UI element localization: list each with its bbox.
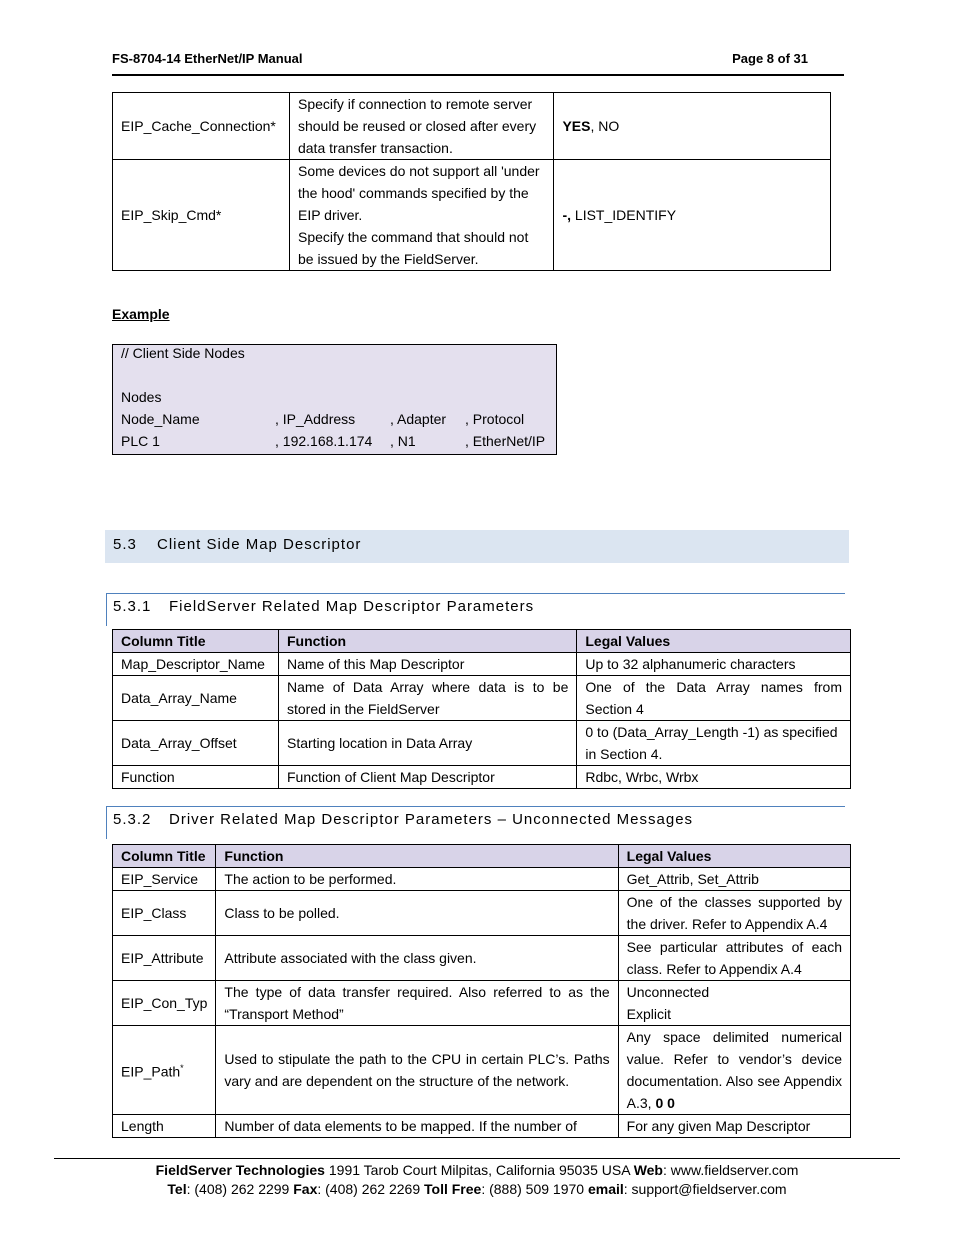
table-cell: Unconnected Explicit xyxy=(618,981,850,1026)
section-number: 5.3 xyxy=(113,536,137,553)
param-legal-values: YES, NO xyxy=(554,93,831,160)
section-heading-5-3-1 xyxy=(106,593,845,626)
table-cell: EIP_Con_Typ xyxy=(113,981,216,1026)
table-cell: Attribute associated with the class given. xyxy=(216,936,618,981)
code-comment: // Client Side Nodes xyxy=(121,345,245,361)
table-cell: The type of data transfer required. Also referred to as the “Transport Method” xyxy=(216,981,618,1026)
table-cell: The action to be performed. xyxy=(216,868,618,891)
table-header-row xyxy=(113,630,851,653)
code-val-ip: , 192.168.1.174 xyxy=(275,433,373,449)
table-row xyxy=(113,936,851,981)
column-header: Column Title xyxy=(113,845,216,868)
table-cell: EIP_Service xyxy=(113,868,216,891)
table-row xyxy=(113,766,851,789)
code-col-protocol: , Protocol xyxy=(465,411,525,427)
table-cell: Class to be polled. xyxy=(216,891,618,936)
column-header: Legal Values xyxy=(577,630,851,653)
param-name: EIP_Cache_Connection* xyxy=(113,93,290,160)
column-header: Column Title xyxy=(113,630,279,653)
footer-divider xyxy=(54,1158,900,1159)
table-cell: For any given Map Descriptor xyxy=(618,1115,850,1138)
table-cell: EIP_Attribute xyxy=(113,936,216,981)
section-title: Client Side Map Descriptor xyxy=(157,536,362,553)
table-cell: Name of this Map Descriptor xyxy=(278,653,576,676)
driver-map-descriptor-table xyxy=(112,844,851,1138)
column-header: Function xyxy=(216,845,618,868)
table-cell: Up to 32 alphanumeric characters xyxy=(577,653,851,676)
code-val-node-name: PLC 1 xyxy=(121,433,160,449)
table-row xyxy=(113,868,851,891)
table-cell: Data_Array_Name xyxy=(113,676,279,721)
manual-title: FS-8704-14 EtherNet/IP Manual xyxy=(112,51,303,66)
footer-line-1: FieldServer Technologies 1991 Tarob Court Milpitas, California 95035 USA Web: www.fieldserver.com xyxy=(155,1162,799,1178)
column-header: Function xyxy=(278,630,576,653)
table-cell: Length xyxy=(113,1115,216,1138)
table-row xyxy=(113,653,851,676)
table-cell: Number of data elements to be mapped. If the number of xyxy=(216,1115,618,1138)
table-cell: Any space delimited numerical value. Refer to vendor’s device documentation. Also see Appendix A.3, 0 0 xyxy=(618,1026,850,1115)
table-row xyxy=(113,676,851,721)
page-number: Page 8 of 31 xyxy=(732,51,808,66)
fieldserver-map-descriptor-table xyxy=(112,629,851,789)
table-row xyxy=(113,160,831,271)
table-cell: EIP_Class xyxy=(113,891,216,936)
section-number: 5.3.2 xyxy=(113,811,152,828)
section-heading-5-3 xyxy=(105,530,849,563)
node-parameters-table xyxy=(112,92,831,271)
code-val-adapter: , N1 xyxy=(390,433,416,449)
column-header: Legal Values xyxy=(618,845,850,868)
section-heading-5-3-2 xyxy=(106,806,845,839)
code-section: Nodes xyxy=(121,389,162,405)
table-cell: One of the classes supported by the driver. Refer to Appendix A.4 xyxy=(618,891,850,936)
code-col-adapter: , Adapter xyxy=(390,411,447,427)
table-cell: One of the Data Array names from Section 4 xyxy=(577,676,851,721)
table-header-row xyxy=(113,845,851,868)
table-cell: See particular attributes of each class. Refer to Appendix A.4 xyxy=(618,936,850,981)
table-cell: 0 to (Data_Array_Length -1) as specified in Section 4. xyxy=(577,721,851,766)
table-row xyxy=(113,93,831,160)
table-row xyxy=(113,721,851,766)
page-header xyxy=(112,50,844,76)
table-cell: Rdbc, Wrbc, Wrbx xyxy=(577,766,851,789)
code-val-protocol: , EtherNet/IP xyxy=(465,433,546,449)
table-row xyxy=(113,1026,851,1115)
table-cell: Starting location in Data Array xyxy=(278,721,576,766)
section-title: Driver Related Map Descriptor Parameters – Unconnected Messages xyxy=(169,811,694,828)
example-heading: Example xyxy=(112,306,170,322)
param-name: EIP_Skip_Cmd* xyxy=(113,160,290,271)
table-cell: Get_Attrib, Set_Attrib xyxy=(618,868,850,891)
table-cell: EIP_Path* xyxy=(113,1026,216,1115)
table-row xyxy=(113,1115,851,1138)
section-number: 5.3.1 xyxy=(113,598,152,615)
code-col-ip: , IP_Address xyxy=(275,411,356,427)
param-function: Specify if connection to remote server should be reused or closed after every data transfer transaction. xyxy=(289,93,553,160)
param-legal-values: -, LIST_IDENTIFY xyxy=(554,160,831,271)
table-row xyxy=(113,981,851,1026)
example-code-box xyxy=(112,344,557,455)
table-cell: Name of Data Array where data is to be stored in the FieldServer xyxy=(278,676,576,721)
table-cell: Data_Array_Offset xyxy=(113,721,279,766)
table-cell: Function of Client Map Descriptor xyxy=(278,766,576,789)
table-cell: Used to stipulate the path to the CPU in certain PLC’s. Paths vary and are dependent on the structure of the network. xyxy=(216,1026,618,1115)
param-function: Some devices do not support all 'under the hood' commands specified by the EIP driver. Specify the command that should not be issued by the FieldServer. xyxy=(289,160,553,271)
code-col-node-name: Node_Name xyxy=(121,411,200,427)
table-cell: Function xyxy=(113,766,279,789)
table-row xyxy=(113,891,851,936)
section-title: FieldServer Related Map Descriptor Parameters xyxy=(169,598,535,615)
footer-line-2: Tel: (408) 262 2299 Fax: (408) 262 2269 Toll Free: (888) 509 1970 email: support@fieldserver.com xyxy=(167,1181,787,1197)
table-cell: Map_Descriptor_Name xyxy=(113,653,279,676)
